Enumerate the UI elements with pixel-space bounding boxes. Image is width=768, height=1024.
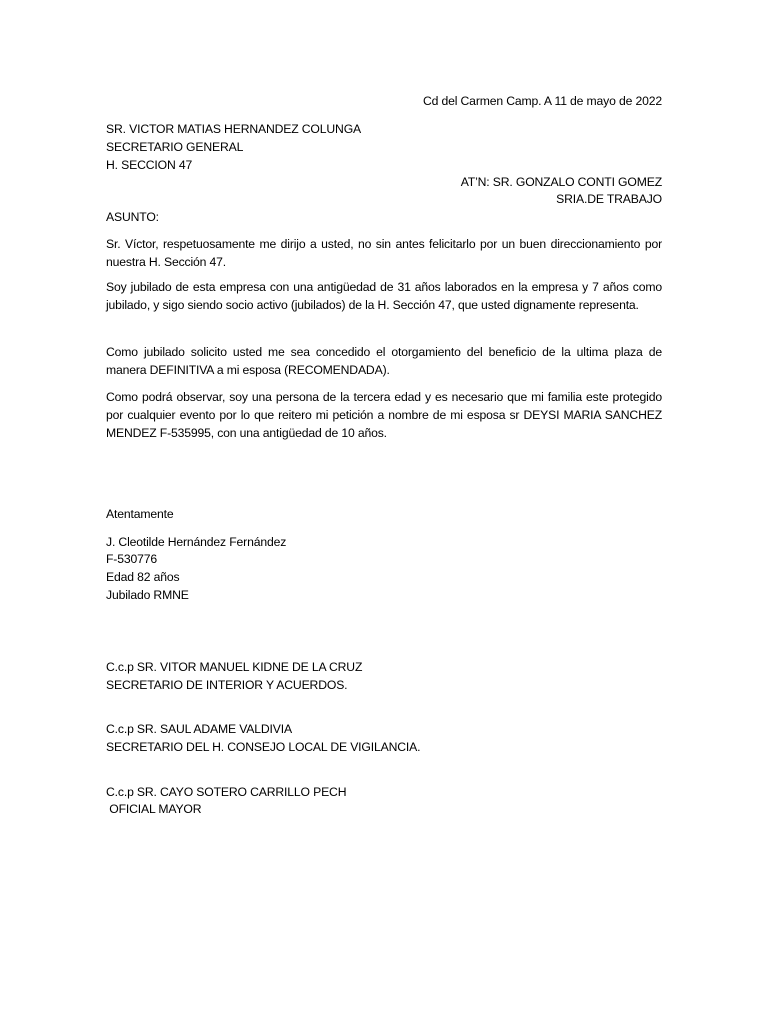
signer-status: Jubilado RMNE <box>106 588 189 602</box>
ccp-3-title: OFICIAL MAYOR <box>106 802 202 816</box>
ccp-2-title: SECRETARIO DEL H. CONSEJO LOCAL DE VIGILANCIA. <box>106 740 421 754</box>
ccp-1-title: SECRETARIO DE INTERIOR Y ACUERDOS. <box>106 678 348 692</box>
signer-name: J. Cleotilde Hernández Fernández <box>106 535 287 549</box>
paragraph-greeting: Sr. Víctor, respetuosamente me dirijo a usted, no sin antes felicitarlo por un buen direccionamiento por nuestra H. Sección 47. <box>106 237 662 269</box>
ccp-3-name: C.c.p SR. CAYO SOTERO CARRILLO PECH <box>106 785 347 799</box>
paragraph-background: Soy jubilado de esta empresa con una antigüedad de 31 años laborados en la empresa y 7 años como jubilado, y sigo siendo socio activo (jubilados) de la H. Sección 47, que usted dignamente representa. <box>106 280 662 312</box>
ccp-1-name: C.c.p SR. VITOR MANUEL KIDNE DE LA CRUZ <box>106 660 363 674</box>
recipient-title: SECRETARIO GENERAL <box>106 140 244 154</box>
signer-file-number: F-530776 <box>106 552 157 566</box>
ccp-2-name: C.c.p SR. SAUL ADAME VALDIVIA <box>106 722 292 736</box>
closing: Atentamente <box>106 507 174 521</box>
recipient-name: SR. VICTOR MATIAS HERNANDEZ COLUNGA <box>106 122 362 136</box>
paragraph-petition: Como podrá observar, soy una persona de la tercera edad y es necesario que mi familia este protegido por cualquier evento por lo que reitero mi petición a nombre de mi esposa sr DEYSI MARIA SANCHEZ MENDEZ F-535995, con una antigüedad de 10 años. <box>106 390 662 440</box>
attention-department: SRIA.DE TRABAJO <box>556 192 662 206</box>
signer-age: Edad 82 años <box>106 570 180 584</box>
subject-label: ASUNTO: <box>106 210 159 224</box>
attention-line: AT’N: SR. GONZALO CONTI GOMEZ <box>460 175 662 189</box>
date-line: Cd del Carmen Camp. A 11 de mayo de 2022 <box>422 94 662 108</box>
paragraph-request: Como jubilado solicito usted me sea concedido el otorgamiento del beneficio de la ultima plaza de manera DEFINITIVA a mi esposa (RECOMENDADA). <box>106 345 662 377</box>
recipient-section: H. SECCION 47 <box>106 158 193 172</box>
